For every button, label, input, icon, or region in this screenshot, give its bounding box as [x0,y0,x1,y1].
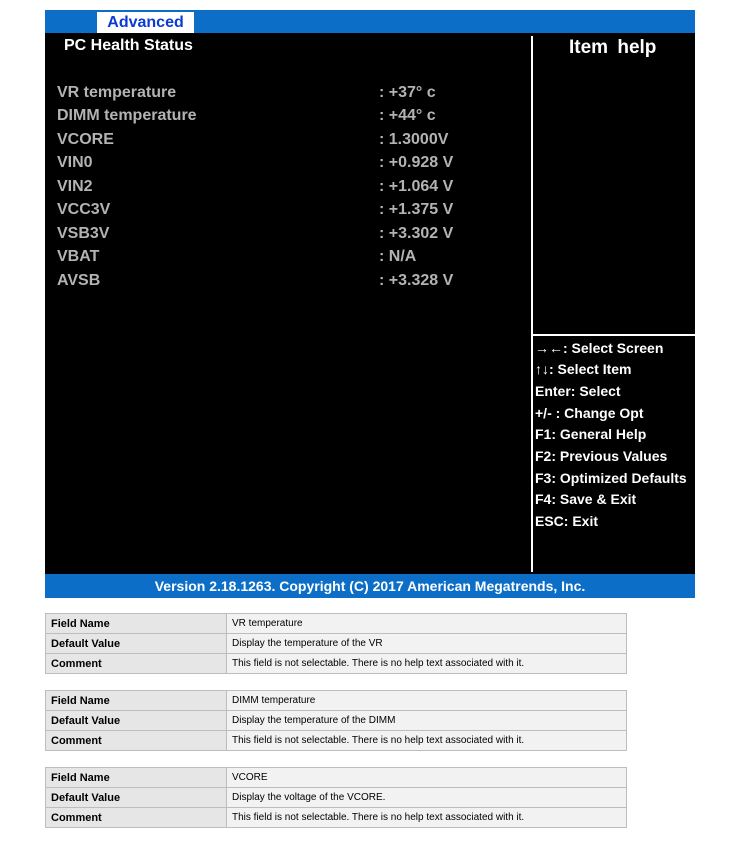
row-label: VCORE [57,131,114,148]
table-row [46,731,627,751]
default-value: Display the temperature of the VR [227,634,627,654]
key-hint-select-screen: →←: Select Screen [535,340,664,356]
row-value: : 1.3000V [379,131,449,148]
comment-label: Comment [46,731,227,751]
field-table-vr-temperature [45,613,627,674]
row-value: : +44° c [379,107,436,124]
row-vcore [57,131,517,153]
field-table-vcore [45,767,627,828]
row-label: VBAT [57,248,100,265]
row-value: : +3.302 V [379,225,454,242]
row-vcc3v [57,201,517,223]
key-hint-general-help: F1: General Help [535,426,647,442]
row-label: VSB3V [57,225,110,242]
row-vin0 [57,154,517,176]
field-name-label: Field Name [46,768,227,788]
default-value: Display the voltage of the VCORE. [227,788,627,808]
comment-value: This field is not selectable. There is no help text associated with it. [227,808,627,828]
row-value: : +3.328 V [379,272,454,289]
key-hint-optimized-defaults: F3: Optimized Defaults [535,470,687,486]
row-value: : +1.064 V [379,178,454,195]
vertical-divider [531,36,533,572]
help-title: Item help [569,37,657,58]
comment-value: This field is not selectable. There is no help text associated with it. [227,654,627,674]
row-value: : +37° c [379,84,436,101]
table-row [46,711,627,731]
comment-value: This field is not selectable. There is no help text associated with it. [227,731,627,751]
key-hint-esc-exit: ESC: Exit [535,513,599,529]
key-hint-select-item: ↑↓: Select Item [535,361,632,377]
field-name-value: VCORE [227,768,627,788]
row-value: : +0.928 V [379,154,454,171]
row-vsb3v [57,225,517,247]
table-row [46,691,627,711]
help-divider [533,334,695,336]
row-vin2 [57,178,517,200]
table-row [46,808,627,828]
key-hint-save-exit: F4: Save & Exit [535,491,637,507]
row-label: VR temperature [57,84,177,101]
row-value: : N/A [379,248,417,265]
comment-label: Comment [46,654,227,674]
table-row [46,788,627,808]
field-name-label: Field Name [46,691,227,711]
page-title: PC Health Status [64,37,193,54]
row-vbat [57,248,517,270]
field-table-dimm-temperature [45,690,627,751]
row-avsb [57,272,517,294]
table-row [46,614,627,634]
key-hint-previous-values: F2: Previous Values [535,448,668,464]
default-value-label: Default Value [46,788,227,808]
key-hint-change-opt: +/- : Change Opt [535,405,644,421]
row-label: VCC3V [57,201,111,218]
table-row [46,634,627,654]
comment-label: Comment [46,808,227,828]
row-value: : +1.375 V [379,201,454,218]
field-name-label: Field Name [46,614,227,634]
default-value-label: Default Value [46,634,227,654]
field-name-value: DIMM temperature [227,691,627,711]
table-row [46,768,627,788]
bios-screen [45,10,695,598]
row-label: VIN2 [57,178,93,195]
default-value-label: Default Value [46,711,227,731]
row-label: DIMM temperature [57,107,197,124]
default-value: Display the temperature of the DIMM [227,711,627,731]
tab-advanced[interactable]: Advanced [97,12,194,33]
table-row [46,654,627,674]
field-name-value: VR temperature [227,614,627,634]
row-dimm-temperature [57,107,517,129]
footer-bar: Version 2.18.1263. Copyright (C) 2017 American Megatrends, Inc. [45,574,695,598]
row-label: AVSB [57,272,101,289]
key-hint-enter: Enter: Select [535,383,621,399]
row-label: VIN0 [57,154,93,171]
top-menu-bar [45,10,695,33]
row-vr-temperature [57,84,517,106]
